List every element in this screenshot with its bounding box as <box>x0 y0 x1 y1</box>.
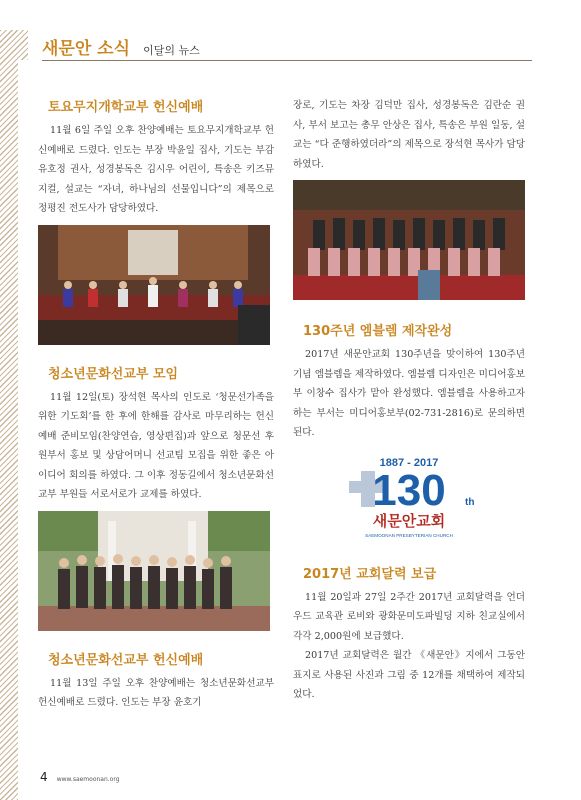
page-number: 4 <box>40 770 48 784</box>
article-title: 청소년문화선교부 헌신예배 <box>48 652 204 668</box>
page-footer <box>40 766 120 785</box>
article-title: 2017년 교회달력 보급 <box>303 566 437 582</box>
article-body-continued: 장로, 기도는 차장 김덕만 집사, 성경봉독은 김란순 권사, 부서 보고는 총무 안상은 집사, 특송은 부원 일동, 설교는 “다 준행하였더라”의 제목으로 장석현 목사가 담당하였다. <box>293 100 525 170</box>
article-body: 11월 12일(토) 장석현 목사의 인도로 ‘청문선가족을 위한 기도회’를 한 후에 한해를 감사로 마무리하는 헌신예배 준비모임(찬양연습, 영상편집)과 앞으로 청문선 후원부서 홍보 및 상담어머니 선교팀 모집을 위한 좋은 아이디어 회의를 하였다. 그 이후 정동길에서 청소년문화선교부 부원들 서로서로가 교제를 하였다. <box>38 391 274 500</box>
header-divider <box>42 60 532 61</box>
website-url[interactable]: www.saemoonan.org <box>56 776 120 783</box>
emblem-logo <box>339 453 479 545</box>
article-body: 2017년 교회달력은 월간 《새문안》지에서 그동안표지로 사용된 사진과 그림 중 12개를 채택하여 제작되었다. <box>293 650 525 700</box>
worship-photo <box>38 225 270 345</box>
emblem-korean: 새문안교회 <box>372 511 446 530</box>
emblem-english: SAEMOONAN PRESBYTERIAN CHURCH <box>365 532 453 538</box>
emblem-number: 130 <box>372 465 446 515</box>
left-column <box>38 96 274 713</box>
article-body: 11월 20일과 27일 2주간 2017년 교회달력을 언더우드 교육관 로비와 광화문미도파빌딩 지하 친교실에서 각각 2,000원에 보급했다. <box>293 591 525 642</box>
section-header-title: 새문안 소식 <box>42 39 131 59</box>
article-body: 11월 6일 주일 오후 찬양예배는 토요무지개학교부 헌신예배로 드렸다. 인도는 부장 박윤일 집사, 기도는 부감 유호정 권사, 성경봉독은 김시우 어린이, 특송은 키즈뮤지컬, 설교는 “자녀, 하나님의 선물입니다”의 제목으로 정평진 전도사가 담당하였다. <box>38 125 274 214</box>
article-body: 2017년 새문안교회 130주년을 맞이하여 130주년 기념 엠블렘을 제작하였다. 엠블렘 디자인은 미디어홍보부 이창수 집사가 맡아 완성했다. 엠블렘을 사용하고자 하는 부서는 미디어홍보부(02-731-2816)로 문의하면 된다. <box>293 349 525 438</box>
right-column <box>293 96 525 705</box>
emblem-years: 1887 - 2017 <box>379 456 439 469</box>
article-title: 청소년문화선교부 모임 <box>48 366 179 382</box>
page-header <box>42 34 200 59</box>
group-photo <box>38 511 270 631</box>
article-title: 130주년 엠블렘 제작완성 <box>303 324 453 339</box>
decorative-stripes <box>0 30 18 800</box>
article-title: 토요무지개학교부 헌신예배 <box>48 100 204 115</box>
emblem-suffix: th <box>465 496 475 508</box>
choir-photo <box>293 180 525 300</box>
article-body: 11월 13일 주일 오후 찬양예배는 청소년문화선교부 헌신예배로 드렸다. 인도는 부장 윤호기 <box>38 677 274 708</box>
decorative-stripes-top <box>0 30 28 60</box>
section-header-subtitle: 이달의 뉴스 <box>143 44 200 57</box>
